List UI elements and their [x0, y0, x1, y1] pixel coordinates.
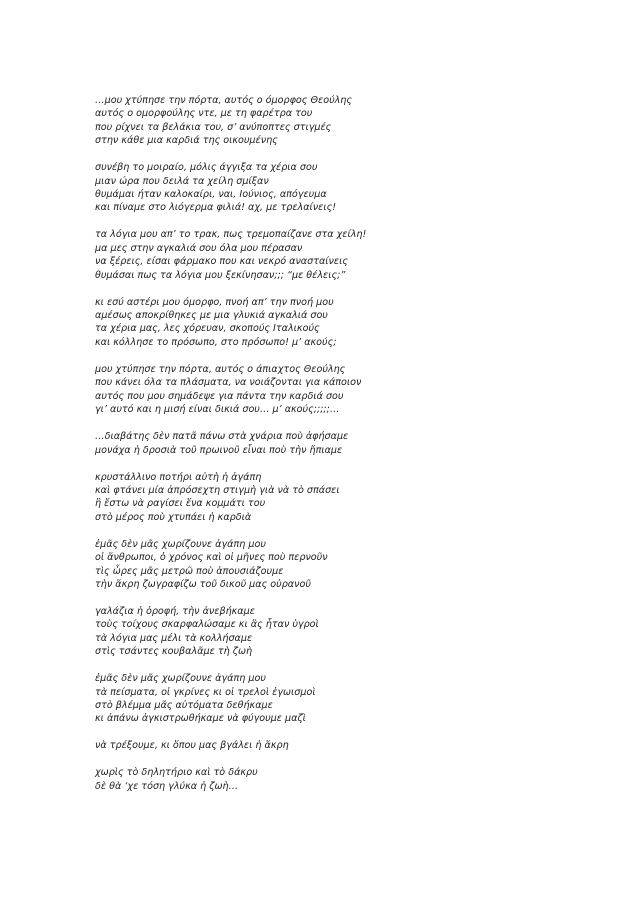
stanza-4 — [95, 296, 575, 350]
poem-line: τοὺς τοίχους σκαρφαλώσαμε κι ἂς ἦταν ὑγροὶ — [95, 619, 319, 631]
poem-line: κι ἀπάνω ἀγκιστρωθήκαμε νὰ φύγουμε μαζὶ — [95, 713, 306, 725]
poem-line: στὶς τσάντες κουβαλᾶμε τὴ ζωὴ — [95, 646, 253, 658]
poem-line: και κόλλησε το πρόσωπο, στο πρόσωπο! μ’ ακούς; — [95, 336, 337, 348]
poem-line: αυτός που μου σημάδεψε για πάντα την καρδιά σου — [95, 390, 344, 402]
poem-line: θυμάσαι πως τα λόγια μου ξεκίνησαν;;; “με θέλεις;” — [95, 269, 346, 281]
stanza-1 — [95, 94, 575, 148]
poem-line: μονάχα ἡ δροσιὰ τοῦ πρωινοῦ εἶναι ποὺ τὴν ἤπιαμε — [95, 444, 343, 456]
poem-line: συνέβη το μοιραίο, μόλις άγγιξα τα χέρια σου — [95, 162, 318, 174]
poem-text — [95, 94, 575, 807]
poem-line: κρυστάλλινο ποτήρι αὐτὴ ἡ ἀγάπη — [95, 471, 262, 483]
poem-line: μιαν ώρα που δειλά τα χείλη σμίξαν — [95, 175, 269, 187]
poem-line: τὰ λόγια μας μέλι τὰ κολλήσαμε — [95, 632, 253, 644]
poem-line: τὴν ἄκρη ζωγραφίζω τοῦ δικοῦ μας οὐρανοῦ — [95, 578, 311, 590]
poem-line: μα μες στην αγκαλιά σου όλα μου πέρασαν — [95, 242, 303, 254]
stanza-9 — [95, 605, 575, 659]
poem-line: οἱ ἄνθρωποι, ὁ χρόνος καὶ οἱ μῆνες ποὺ περνοῦν — [95, 552, 328, 564]
stanza-8 — [95, 538, 575, 592]
stanza-10 — [95, 672, 575, 726]
poem-line: που κάνει όλα τα πλάσματα, να νοιάζονται για κάποιον — [95, 377, 362, 389]
poem-line: καὶ φτάνει μία ἀπρόσεχτη στιγμὴ γιὰ νὰ τὸ σπάσει — [95, 484, 340, 496]
poem-line: να ξέρεις, είσαι φάρμακο που και νεκρό ανασταίνεις — [95, 256, 348, 268]
stanza-5 — [95, 363, 575, 417]
poem-line: ἐμᾶς δὲν μᾶς χωρίζουνε ἀγάπη μου — [95, 538, 266, 550]
poem-line: τὶς ὧρες μᾶς μετρῶ ποὺ ἀπουσιάζουμε — [95, 565, 284, 577]
poem-line: αμέσως αποκρίθηκες με μια γλυκιά αγκαλιά σου — [95, 310, 328, 322]
stanza-6 — [95, 430, 575, 457]
poem-line: …διαβάτης δὲν πατᾶ πάνω στὰ χνάρια ποὺ ἀφήσαμε — [95, 431, 349, 443]
poem-line: αυτός ο ομορφούλης ντε, με τη φαρέτρα του — [95, 108, 313, 120]
poem-line: ἢ ἔστω νὰ ραγίσει ἕνα κομμάτι του — [95, 498, 266, 510]
poem-line: …μου χτύπησε την πόρτα, αυτός ο όμορφος Θεούλης — [95, 95, 353, 106]
poem-line: μου χτύπησε την πόρτα, αυτός ο άπιαχτος Θεούλης — [95, 363, 346, 375]
poem-line: στὸ βλέμμα μᾶς αὐτόματα δεθήκαμε — [95, 699, 273, 711]
poem-line: δὲ θὰ ‘χε τόση γλύκα ἡ ζωὴ… — [95, 780, 239, 792]
poem-line: νὰ τρέξουμε, κι ὅπου μας βγάλει ἡ ἄκρη — [95, 740, 289, 752]
poem-line: κι εσύ αστέρι μου όμορφο, πνοή απ’ την πνοή μου — [95, 296, 334, 308]
poem-line: τα χέρια μας, λες χόρευαν, σκοπούς Ιταλικούς — [95, 323, 320, 335]
poem-line: τα λόγια μου απ’ το τρακ, πως τρεμοπαίζανε στα χείλη! — [95, 229, 367, 241]
poem-line: ἐμᾶς δὲν μᾶς χωρίζουνε ἀγάπη μου — [95, 673, 266, 685]
stanza-12 — [95, 766, 575, 793]
poem-line: γι’ αυτό και η μισή είναι δικιά σου… μ’ ακούς;;;;;… — [95, 404, 340, 416]
stanza-11 — [95, 739, 575, 752]
poem-line: τὰ πείσματα, οἱ γκρίνες κι οἱ τρελοὶ ἐγωισμοὶ — [95, 686, 316, 698]
poem-line: θυμάμαι ήταν καλοκαίρι, ναι, Ιούνιος, απόγευμα — [95, 189, 327, 201]
stanza-3 — [95, 228, 575, 282]
stanza-2 — [95, 161, 575, 215]
poem-line: και πίναμε στο λιόγερμα φιλιά! αχ, με τρελαίνεις! — [95, 202, 337, 214]
poem-line: χωρὶς τὸ δηλητήριο καὶ τὸ δάκρυ — [95, 767, 258, 779]
stanza-7 — [95, 471, 575, 525]
poem-line: που ρίχνει τα βελάκια του, σ’ ανύποπτες στιγμές — [95, 121, 332, 133]
poem-line: γαλάζια ἡ ὀροφή, τὴν ἀνεβήκαμε — [95, 605, 255, 617]
poem-line: στὸ μέρος ποὺ χτυπάει ἡ καρδιὰ — [95, 511, 252, 523]
poem-line: στην κάθε μια καρδιά της οικουμένης — [95, 135, 278, 147]
